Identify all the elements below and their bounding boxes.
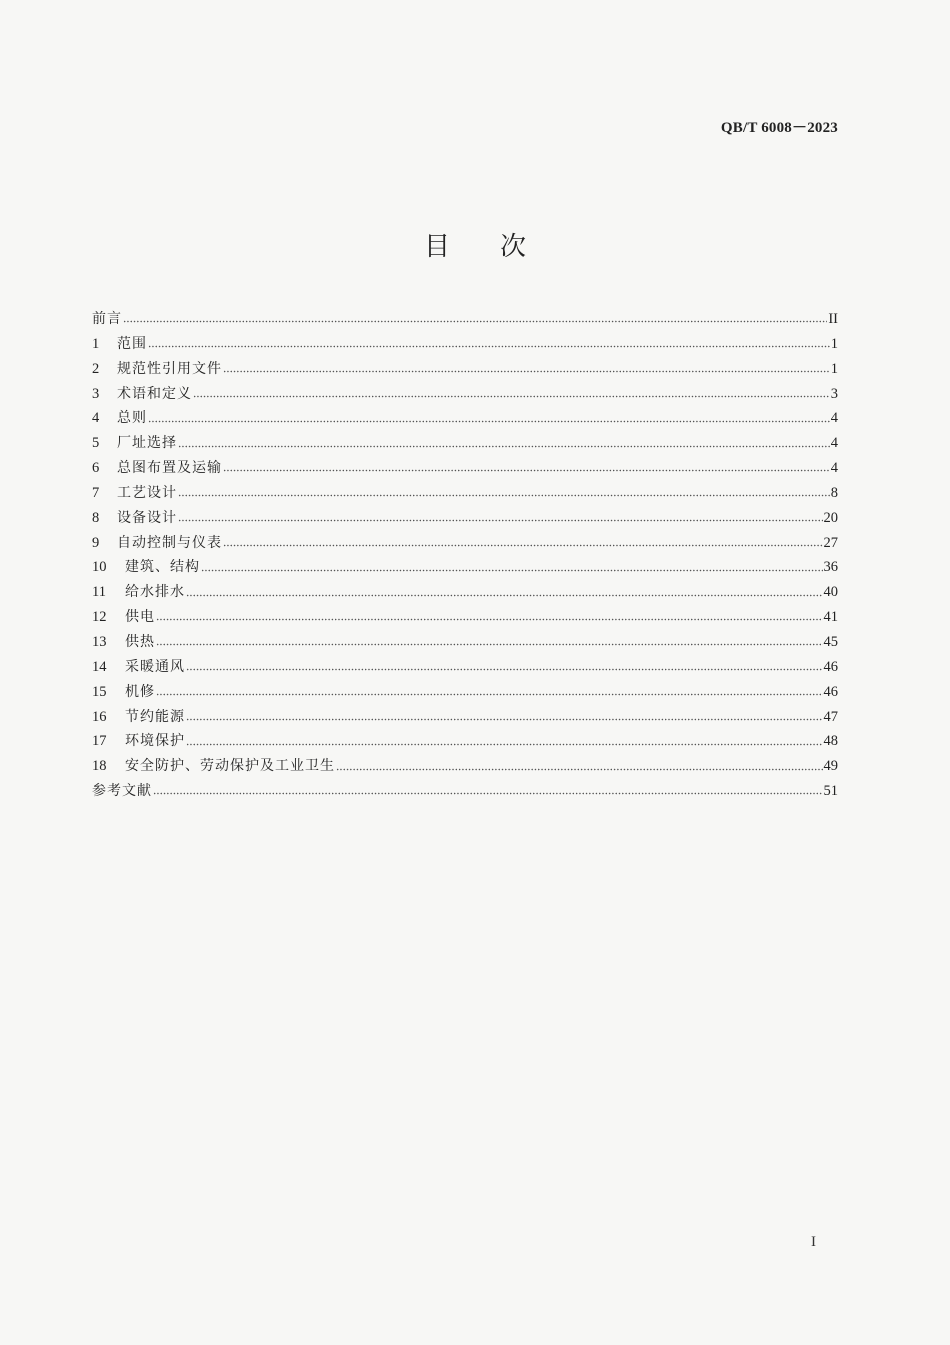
toc-entry-12[interactable] — [92, 605, 838, 630]
toc-entry-number: 8 — [92, 509, 100, 526]
dot-leader — [223, 542, 823, 548]
dot-leader — [156, 692, 823, 698]
toc-entry-label: 环境保护 — [125, 733, 185, 750]
toc-entry-number: 10 — [92, 559, 107, 576]
toc-entry-label: 自动控制与仪表 — [117, 534, 222, 551]
toc-entry-page: 4 — [830, 410, 838, 427]
dot-leader — [123, 319, 827, 325]
toc-entry-number: 5 — [92, 435, 100, 452]
toc-entry-page: 41 — [823, 609, 838, 626]
toc-entry-label: 总图布置及运输 — [117, 460, 222, 477]
toc-entry-page: 36 — [823, 559, 838, 576]
toc-entry-9[interactable] — [92, 531, 838, 556]
dot-leader — [223, 468, 830, 474]
toc-entry-number: 16 — [92, 708, 107, 725]
toc-entry-page: 45 — [823, 633, 838, 650]
toc-entry-label: 规范性引用文件 — [117, 360, 222, 377]
toc-entry-page: 46 — [823, 683, 838, 700]
toc-entry-14[interactable] — [92, 655, 838, 680]
toc-entry-page: 4 — [830, 435, 838, 452]
dot-leader — [178, 518, 823, 524]
toc-entry-page: 49 — [823, 758, 838, 775]
toc-title — [0, 226, 950, 263]
toc-entry-page: 40 — [823, 584, 838, 601]
toc-entry-label: 参考文献 — [92, 783, 152, 800]
toc-entry-number: 11 — [92, 584, 106, 601]
toc-entry-page: 1 — [830, 360, 838, 377]
dot-leader — [148, 344, 830, 350]
dot-leader — [201, 567, 823, 573]
dot-leader — [178, 493, 830, 499]
toc-title-char: 次 — [500, 232, 527, 262]
toc-entry-label: 供热 — [125, 633, 155, 650]
toc-entry-number: 17 — [92, 733, 107, 750]
toc-entry-page: 4 — [830, 460, 838, 477]
toc-entry-7[interactable] — [92, 481, 838, 506]
toc-entry-4[interactable] — [92, 406, 838, 431]
toc-entry-label: 术语和定义 — [117, 385, 192, 402]
dot-leader — [156, 642, 823, 648]
dot-leader — [156, 617, 823, 623]
dot-leader — [148, 418, 830, 424]
dot-leader — [186, 592, 823, 598]
toc-entry-number: 4 — [92, 410, 100, 427]
page-number: I — [811, 1234, 816, 1250]
toc-entry-13[interactable] — [92, 630, 838, 655]
toc-entry-5[interactable] — [92, 431, 838, 456]
toc-entry-label: 工艺设计 — [117, 484, 177, 501]
toc-entry-number: 1 — [92, 335, 100, 352]
toc-entry-6[interactable] — [92, 456, 838, 481]
toc-entry-17[interactable] — [92, 729, 838, 754]
toc-entry-label: 供电 — [125, 609, 155, 626]
toc-entry-number: 9 — [92, 534, 100, 551]
toc-entry-number: 15 — [92, 683, 107, 700]
dot-leader — [186, 667, 823, 673]
toc-entry-label: 安全防护、劳动保护及工业卫生 — [125, 758, 335, 775]
toc-entry-label: 总则 — [117, 410, 147, 427]
toc-entry-label: 范围 — [117, 335, 147, 352]
toc-entry-16[interactable] — [92, 705, 838, 730]
toc-entry-number: 7 — [92, 484, 100, 501]
toc-entry-number: 2 — [92, 360, 100, 377]
toc-entry-number: 13 — [92, 633, 107, 650]
dot-leader — [193, 393, 830, 399]
toc-entry-label: 前言 — [92, 311, 122, 327]
toc-entry-11[interactable] — [92, 580, 838, 605]
toc-entry-page: 3 — [830, 385, 838, 402]
toc-entry-3[interactable] — [92, 382, 838, 407]
toc-title-char: 目 — [423, 232, 450, 262]
toc-entry-foreword[interactable] — [92, 307, 838, 332]
toc-entry-label: 厂址选择 — [117, 435, 177, 452]
toc-entry-page: 27 — [823, 534, 838, 551]
toc-entry-number: 6 — [92, 460, 100, 477]
standard-code: QB/T 6008－2023 — [720, 120, 838, 136]
toc-entry-2[interactable] — [92, 357, 838, 382]
toc-entry-page: 47 — [823, 708, 838, 725]
toc-entry-number: 14 — [92, 658, 107, 675]
toc-entry-page: 48 — [823, 733, 838, 750]
toc-entry-label: 建筑、结构 — [125, 559, 200, 576]
dot-leader — [223, 369, 830, 375]
dot-leader — [178, 443, 830, 449]
toc-entry-number: 18 — [92, 758, 107, 775]
toc-entry-bibliography[interactable] — [92, 779, 838, 804]
toc-entry-page: II — [828, 311, 838, 327]
toc-entry-15[interactable] — [92, 680, 838, 705]
toc-entry-label: 采暖通风 — [125, 658, 185, 675]
toc-entry-label: 节约能源 — [125, 708, 185, 725]
toc-entry-page: 20 — [823, 509, 838, 526]
toc-entry-page: 51 — [823, 783, 838, 800]
toc-entry-number: 12 — [92, 609, 107, 626]
toc-entry-page: 46 — [823, 658, 838, 675]
toc-entry-10[interactable] — [92, 555, 838, 580]
dot-leader — [336, 766, 823, 772]
dot-leader — [153, 791, 823, 797]
toc-entry-label: 给水排水 — [125, 584, 185, 601]
dot-leader — [186, 741, 823, 747]
toc-entry-page: 1 — [830, 335, 838, 352]
toc-entry-number: 3 — [92, 385, 100, 402]
table-of-contents — [92, 307, 838, 804]
toc-entry-page: 8 — [830, 484, 838, 501]
toc-entry-label: 设备设计 — [117, 509, 177, 526]
toc-entry-18[interactable] — [92, 754, 838, 779]
toc-entry-label: 机修 — [125, 683, 155, 700]
dot-leader — [186, 716, 823, 722]
toc-entry-1[interactable] — [92, 332, 838, 357]
toc-entry-8[interactable] — [92, 506, 838, 531]
